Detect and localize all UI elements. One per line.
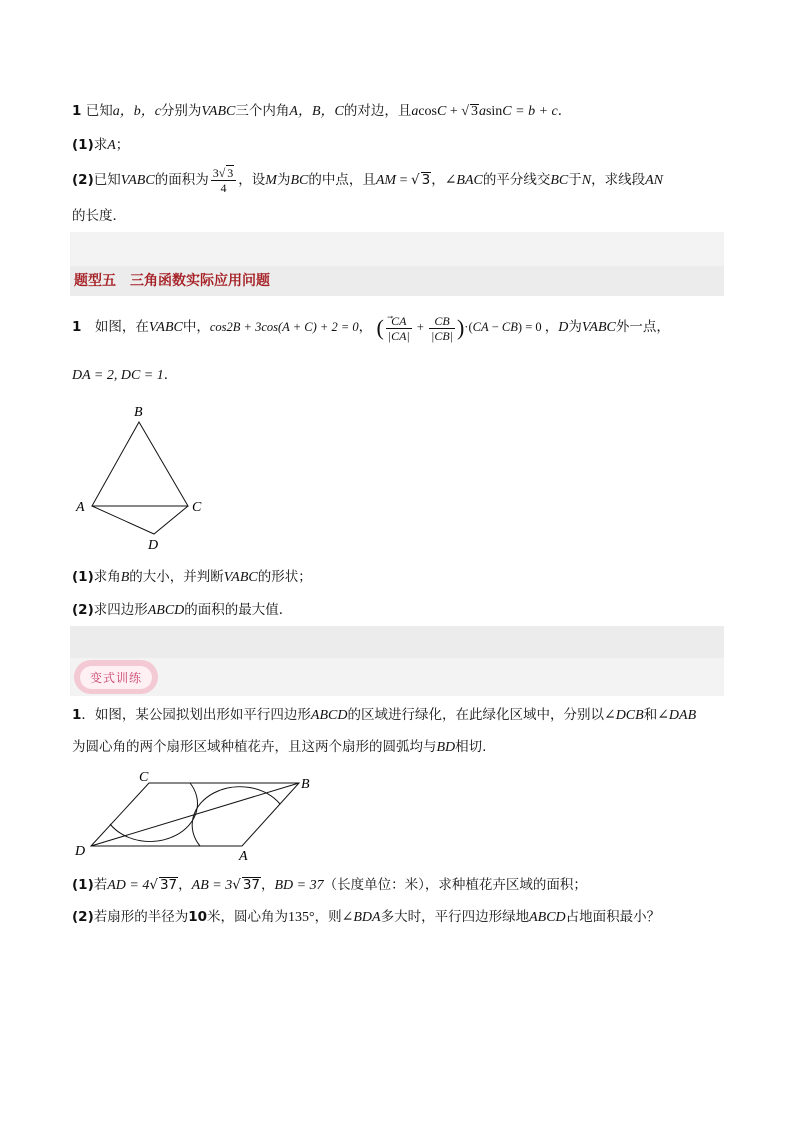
vertex-label-d: D (75, 844, 86, 859)
q1-equation: acosC + √ 3asinC = b + c (411, 104, 558, 119)
practice-band (70, 626, 724, 658)
q3-part1: (1)若AD = 4√ 37，AB = 3√ 37，BD = 37（长度单位：米），求种植花卉区域的面积； (72, 877, 587, 893)
vertex-label-c: C (139, 770, 149, 785)
q1-triangle: VABC (201, 104, 236, 119)
practice-badge-label: 变式训练 (80, 666, 152, 689)
q1-number: 1 (72, 103, 82, 119)
q3-part2: (2)若扇形的半径为10米，圆心角为135°，则∠BDA多大时，平行四边形绿地ABCD占地面积最小？ (72, 909, 661, 925)
q1-text: 三个内角 (235, 103, 290, 119)
part-label: (1) (72, 877, 94, 893)
q3-number: 1 (72, 707, 82, 723)
q2-number: 1 (72, 319, 82, 335)
parallelogram-figure (70, 766, 330, 866)
q3-statement-cont: 为圆心角的两个扇形区域种植花卉，且这两个扇形的圆弧均与BD相切. (72, 739, 487, 755)
q1-text: 已知 (81, 103, 113, 119)
q2-vector-equation: ( $\frac{CA}{|CA|}$ + $\frac{CB}{|CB|}$ )·(CA − CB) = 0 (376, 313, 542, 343)
vertex-label-c: C (192, 500, 202, 515)
vertex-label-b: B (301, 777, 310, 792)
sector-arc-c (110, 783, 197, 841)
sector-arc-a (192, 787, 280, 846)
part-label: (2) (72, 909, 94, 925)
part-label: (1) (72, 137, 94, 153)
q1-text: 分别为 (160, 103, 202, 119)
q1-part1: (1)求A； (72, 137, 130, 153)
vertex-label-b: B (134, 405, 143, 420)
part-label: (1) (72, 569, 94, 585)
q2-equation1: cos2B + 3cos(A + C) + 2 = 0 (209, 320, 359, 334)
triangle-figure (70, 398, 220, 558)
triangle-abc (92, 422, 188, 506)
q1-sides: a，b，c (112, 104, 161, 119)
practice-band-lower (70, 658, 724, 696)
q1-angles: A，B，C (289, 104, 344, 119)
q1-text: 的对边，且 (343, 103, 412, 119)
q1-part2: (2)已知VABC的面积为 $\frac{3√ 3}{4}$ ，设M为BC的中点，且AM = √ 3，∠BAC的平分线交BC于N，求线段AN (72, 166, 663, 195)
q1-part2-cont: 的长度． (72, 208, 126, 224)
segment-adc (92, 506, 188, 534)
q2-statement: 1 如图，在VABC中，cos2B + 3cos(A + C) + 2 = 0， ( $\frac{CA}{|CA|}$ + $\frac{CB}{|CB|}$ )·(CA − CB) = 0 ，D为VABC外一点， (72, 313, 670, 343)
q2-lengths: DA = 2, DC = 1 (72, 368, 164, 383)
part-label: (2) (72, 602, 94, 618)
section-band-top (70, 232, 724, 266)
q1-statement: 1 已知a，b，c分别为VABC三个内角A，B，C的对边，且acosC + √ 3asinC = b + c． (72, 103, 572, 119)
area-fraction: $\frac{3√ 3}{4}$ (211, 165, 237, 195)
q3-statement: 1．如图，某公园拟划出形如平行四边形ABCD的区域进行绿化，在此绿化区域中，分别以∠DCB和∠DAB (72, 707, 697, 723)
q2-part1: (1)求角B的大小，并判断VABC的形状； (72, 569, 312, 585)
vertex-label-d: D (148, 538, 159, 553)
part-label: (2) (72, 172, 94, 188)
section-title: 题型五 三角函数实际应用问题 (74, 273, 270, 289)
q2-statement-cont: DA = 2, DC = 1． (72, 367, 178, 383)
q2-part2: (2)求四边形ABCD的面积的最大值． (72, 602, 293, 618)
vertex-label-a: A (239, 849, 248, 864)
vertex-label-a: A (76, 500, 85, 515)
practice-badge (74, 660, 158, 694)
